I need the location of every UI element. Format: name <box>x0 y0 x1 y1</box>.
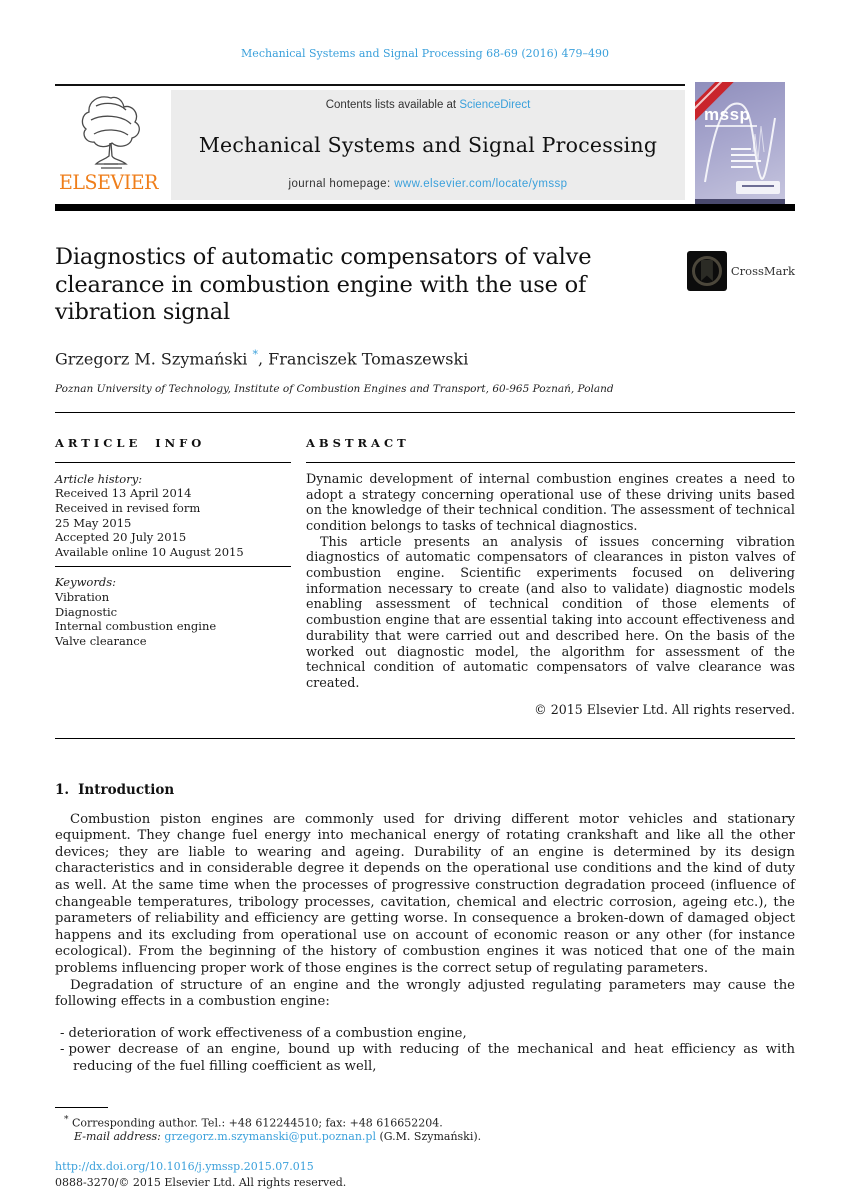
list-item <box>60 1042 795 1075</box>
abstract-bottom-rule <box>55 738 795 739</box>
info-abstract-columns <box>55 436 795 717</box>
keyword: Diagnostic <box>55 604 118 619</box>
corresponding-author-asterisk[interactable]: * <box>252 347 258 361</box>
journal-homepage-link[interactable]: www.elsevier.com/locate/ymssp <box>394 178 568 190</box>
author-line <box>55 348 795 368</box>
keyword: Valve clearance <box>55 633 147 648</box>
history-line: Accepted 20 July 2015 <box>55 530 187 545</box>
list-dash-marker: - <box>60 1042 65 1058</box>
history-line: Received in revised form <box>55 501 201 516</box>
introduction-body <box>55 812 795 1011</box>
email-note <box>55 1130 795 1144</box>
cover-toc-line <box>731 154 755 156</box>
keyword: Internal combustion engine <box>55 619 217 634</box>
cover-bottom-strip <box>695 199 785 204</box>
abstract-paragraph-2: This article presents an analysis of issues concerning vibration diagnostics of automatic compensators of clearances in piston valves of combustion engine. Scientific experiments focused on delivering information necessary to create (and also to validate) diagnostic models enabling assessment of technical condition of those elements of combustion engine that are essential taking into account effectiveness and durability that were carried out and described here. On the basis of the worked out diagnostic model, the algorithm for assessment of the technical condition of automatic compensators of valve clearance was created. <box>306 534 795 691</box>
journal-masthead <box>55 73 795 204</box>
journal-cover-thumbnail[interactable] <box>695 82 785 204</box>
footnote-block <box>55 1107 795 1144</box>
elsevier-tree-icon <box>74 90 148 172</box>
doi-link[interactable]: http://dx.doi.org/10.1016/j.ymssp.2015.07.015 <box>55 1160 314 1174</box>
corresponding-author-text: Corresponding author. Tel.: +48 612244510; fax: +48 616652204. <box>68 1116 443 1130</box>
title-divider-rule <box>55 412 795 413</box>
email-suffix: (G.M. Szymański). <box>375 1129 482 1143</box>
abstract-paragraph-1: Dynamic development of internal combustion engines creates a need to adopt a strategy concerning operational use of these driving units based on the knowledge of their technical condition. The assessment of technical condition belongs to tasks of technical diagnostics. <box>306 471 795 534</box>
cover-toc-line <box>731 160 761 162</box>
contents-lists-line <box>326 99 531 111</box>
history-line: 25 May 2015 <box>55 515 132 530</box>
cover-toc-line <box>731 166 753 168</box>
keywords-block <box>55 567 291 648</box>
list-item <box>60 1026 795 1043</box>
email-link[interactable]: grzegorz.m.szymanski@put.poznan.pl <box>164 1129 376 1143</box>
effects-list <box>55 1026 795 1076</box>
title-block <box>55 244 795 327</box>
elsevier-logo[interactable] <box>55 90 167 200</box>
history-label: Article history: <box>55 471 143 486</box>
journal-homepage-line <box>289 178 568 190</box>
article-info-heading: ARTICLE INFO <box>55 436 291 463</box>
affiliation: Poznan University of Technology, Institute of Combustion Engines and Transport, 60-965 Poznań, Poland <box>55 382 614 395</box>
issn-copyright-line: 0888-3270/© 2015 Elsevier Ltd. All rights reserved. <box>55 1176 347 1189</box>
crossmark-label: CrossMark <box>730 264 795 278</box>
section-number: 1. <box>55 781 70 798</box>
journal-banner <box>171 90 685 200</box>
masthead-top-rule <box>55 84 685 86</box>
email-label: E-mail address: <box>74 1129 165 1143</box>
keyword: Vibration <box>55 589 110 604</box>
cover-mssp-wordmark: mssp <box>704 105 751 124</box>
abstract-heading: ABSTRACT <box>306 436 795 463</box>
crossmark-icon <box>687 251 727 291</box>
homepage-prefix: journal homepage: <box>288 178 395 190</box>
intro-paragraph-2: Degradation of structure of an engine and the wrongly adjusted regulating parameters may cause the following effects in a combustion engine: <box>55 977 795 1010</box>
section-heading-introduction <box>55 782 795 798</box>
crossmark-badge[interactable] <box>687 250 795 292</box>
sciencedirect-mini-logo <box>736 181 780 194</box>
contents-prefix: Contents lists available at <box>325 99 460 111</box>
article-info-column <box>55 436 291 717</box>
list-dash-marker: - <box>60 1025 65 1041</box>
keywords-label: Keywords: <box>55 575 116 590</box>
list-item-text: power decrease of an engine, bound up with reducing of the mechanical and heat efficiency as with reducing of the fuel filling coefficient as well, <box>68 1042 795 1074</box>
abstract-text <box>306 463 795 692</box>
history-line: Available online 10 August 2015 <box>55 544 244 559</box>
author-separator: , <box>257 348 269 368</box>
article-title: Diagnostics of automatic compensators of valve clearance in combustion engine with the use of vibration signal <box>55 244 592 325</box>
intro-paragraph-1: Combustion piston engines are commonly used for driving different motor vehicles and stationary equipment. They change fuel energy into mechanical energy of rotating crankshaft and like all the other devices; they are liable to wearing and ageing. Durability of an engine is determined by its design characteristics and in considerable degree it depends on the operational use conditions and the kind of duty as well. At the same time when the processes of progressive construction degradation proceed (influence of changeable temperatures, tribology processes, cavitation, chemical and electric corrosion, ageing etc.), the parameters of reliability and efficiency are getting worse. In consequence a broken-down of damaged object happens and its excluding from operational use on account of economic reason or any other (for instance ecological). From the beginning of the history of combustion engines it was noticed that one of the main problems influencing proper work of those engines is the correct setup of regulating parameters. <box>55 811 795 977</box>
history-line: Received 13 April 2014 <box>55 486 192 501</box>
corresponding-author-note <box>55 1114 795 1130</box>
cover-toc-line <box>731 148 751 150</box>
section-title: Introduction <box>78 781 175 798</box>
footnote-asterisk: * <box>64 1114 69 1125</box>
author-1: Grzegorz M. Szymański <box>55 348 248 368</box>
abstract-column <box>306 436 795 717</box>
journal-title: Mechanical Systems and Signal Processing <box>198 132 658 157</box>
journal-citation-link[interactable]: Mechanical Systems and Signal Processing 68-69 (2016) 479–490 <box>241 47 609 60</box>
elsevier-wordmark: ELSEVIER <box>58 170 158 194</box>
page-footer <box>55 1160 795 1189</box>
masthead-bottom-bar <box>55 204 795 211</box>
sciencedirect-link[interactable]: ScienceDirect <box>459 99 531 111</box>
list-item-text: deterioration of work effectiveness of a combustion engine, <box>68 1025 467 1041</box>
cover-subtitle-line <box>705 125 757 127</box>
author-2: Franciszek Tomaszewski <box>268 348 469 368</box>
copyright-line: © 2015 Elsevier Ltd. All rights reserved. <box>534 701 795 717</box>
article-history <box>55 463 291 568</box>
footnote-divider <box>55 1107 108 1108</box>
